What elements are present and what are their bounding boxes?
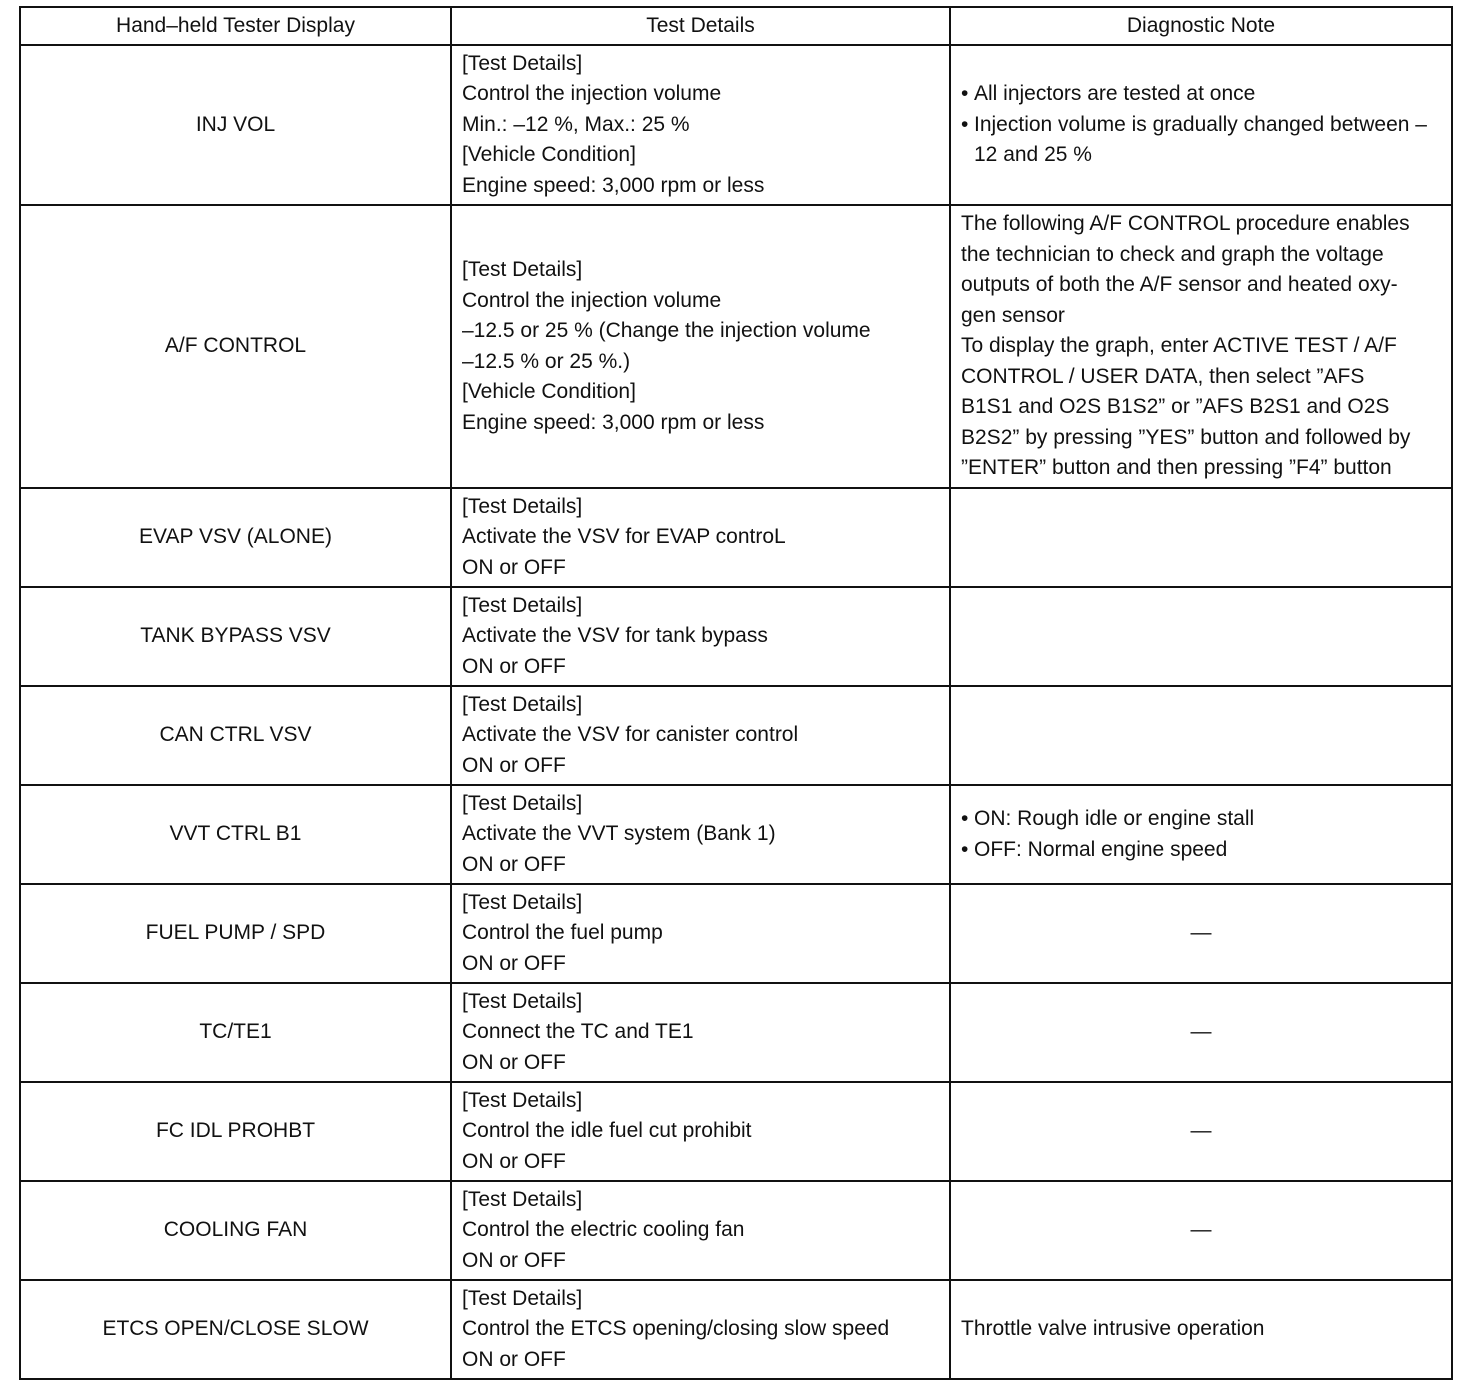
test-details-line: [Test Details] [462,791,583,815]
header-tester-display: Hand–held Tester Display [20,7,451,45]
test-details-cell [451,1280,950,1379]
table-row [20,884,1452,983]
diagnostic-note-cell [950,45,1452,205]
diagnostic-note-cell [950,785,1452,884]
test-details-line: Activate the VSV for tank bypass [462,624,768,648]
test-details-line: Engine speed: 3,000 rpm or less [462,173,765,197]
tester-display-cell: EVAP VSV (ALONE) [20,488,451,587]
tester-display-cell: TC/TE1 [20,983,451,1082]
active-test-table [19,6,1453,1380]
test-details-cell [451,205,950,488]
test-details-line: [Test Details] [462,494,583,518]
test-details-line: Control the fuel pump [462,921,663,945]
header-diagnostic-note: Diagnostic Note [950,7,1452,45]
table-header-row [20,7,1452,45]
test-details-line: [Vehicle Condition] [462,143,636,167]
test-details-line: Activate the VSV for canister control [462,723,799,747]
test-details-line: ON or OFF [462,1050,566,1074]
test-details-line: ON or OFF [462,852,566,876]
test-details-line: Control the electric cooling fan [462,1218,745,1242]
table-row [20,205,1452,488]
test-details-line: –12.5 % or 25 %.) [462,349,631,373]
note-line: ”ENTER” button and then pressing ”F4” button [961,456,1392,480]
test-details-cell [451,686,950,785]
test-details-line: Control the ETCS opening/closing slow speed [462,1317,890,1341]
test-details-line: [Vehicle Condition] [462,380,636,403]
test-details-line: Control the injection volume [462,288,722,312]
test-details-cell [451,1082,950,1181]
table-row [20,587,1452,686]
test-details-line: ON or OFF [462,951,566,975]
tester-display-cell: A/F CONTROL [20,205,451,488]
note-text: Throttle valve intrusive operation [961,1317,1265,1341]
tester-display-cell: TANK BYPASS VSV [20,587,451,686]
note-bullet-item: • Injection volume is gradually changed between –12 and 25 % [961,110,1441,171]
test-details-line: [Test Details] [462,1286,583,1310]
tester-display-cell: FUEL PUMP / SPD [20,884,451,983]
test-details-line: Activate the VSV for EVAP controL [462,525,786,549]
diagnostic-note-cell [950,1280,1452,1379]
note-bullet-item: • ON: Rough idle or engine stall [961,804,1441,835]
test-details-line: ON or OFF [462,1347,566,1371]
table-row [20,983,1452,1082]
note-dash: — [1190,1218,1212,1242]
note-bullet-item: • OFF: Normal engine speed [961,835,1441,866]
test-details-cell [451,1181,950,1280]
test-details-line: Engine speed: 3,000 rpm or less [462,410,765,434]
active-test-table-container [19,6,1451,1380]
header-test-details: Test Details [451,7,950,45]
test-details-line: ON or OFF [462,654,566,678]
test-details-line: ON or OFF [462,555,566,579]
note-line: CONTROL / USER DATA, then select ”AFS [961,364,1365,388]
table-row [20,1280,1452,1379]
test-details-line: Connect the TC and TE1 [462,1020,694,1044]
test-details-line: –12.5 or 25 % (Change the injection volume [462,319,871,342]
note-line: To display the graph, enter ACTIVE TEST / A/F [961,334,1397,358]
test-details-line: [Test Details] [462,1187,583,1211]
note-dash: — [1190,1020,1212,1044]
diagnostic-note-cell [950,884,1452,983]
test-details-line: [Test Details] [462,51,583,75]
test-details-line: ON or OFF [462,1248,566,1272]
note-line: outputs of both the A/F sensor and heated oxy- [961,273,1398,297]
diagnostic-note-cell [950,488,1452,587]
test-details-line: Activate the VVT system (Bank 1) [462,822,776,846]
note-dash: — [1190,1119,1212,1143]
test-details-line: [Test Details] [462,692,583,716]
tester-display-cell: FC IDL PROHBT [20,1082,451,1181]
tester-display-cell: INJ VOL [20,45,451,205]
test-details-line: Min.: –12 %, Max.: 25 % [462,112,690,136]
diagnostic-note-cell [950,587,1452,686]
test-details-line: Control the injection volume [462,82,722,106]
test-details-line: Control the idle fuel cut prohibit [462,1119,752,1143]
test-details-cell [451,983,950,1082]
diagnostic-note-cell [950,983,1452,1082]
tester-display-cell: ETCS OPEN/CLOSE SLOW [20,1280,451,1379]
diagnostic-note-cell [950,205,1452,488]
table-row [20,1082,1452,1181]
note-bullet-item: • All injectors are tested at once [961,79,1441,110]
table-row [20,785,1452,884]
test-details-line: [Test Details] [462,593,583,617]
diagnostic-note-cell [950,686,1452,785]
table-row [20,488,1452,587]
note-line: The following A/F CONTROL procedure enables [961,212,1410,236]
table-row [20,1181,1452,1280]
tester-display-cell: CAN CTRL VSV [20,686,451,785]
test-details-line: [Test Details] [462,1088,583,1112]
test-details-line: ON or OFF [462,1149,566,1173]
test-details-cell [451,785,950,884]
test-details-line: [Test Details] [462,890,583,914]
note-line: B2S2” by pressing ”YES” button and followed by [961,425,1411,449]
diagnostic-note-cell [950,1082,1452,1181]
test-details-line: ON or OFF [462,753,566,777]
test-details-cell [451,884,950,983]
tester-display-cell: COOLING FAN [20,1181,451,1280]
test-details-line: [Test Details] [462,258,583,281]
test-details-cell [451,488,950,587]
note-dash: — [1190,921,1212,945]
diagnostic-note-cell [950,1181,1452,1280]
test-details-cell [451,45,950,205]
note-line: B1S1 and O2S B1S2” or ”AFS B2S1 and O2S [961,395,1390,419]
table-row [20,686,1452,785]
table-row [20,45,1452,205]
test-details-line: [Test Details] [462,989,583,1013]
note-line: the technician to check and graph the voltage [961,242,1384,266]
note-line: gen sensor [961,303,1065,327]
tester-display-cell: VVT CTRL B1 [20,785,451,884]
test-details-cell [451,587,950,686]
table-body [20,45,1452,1379]
